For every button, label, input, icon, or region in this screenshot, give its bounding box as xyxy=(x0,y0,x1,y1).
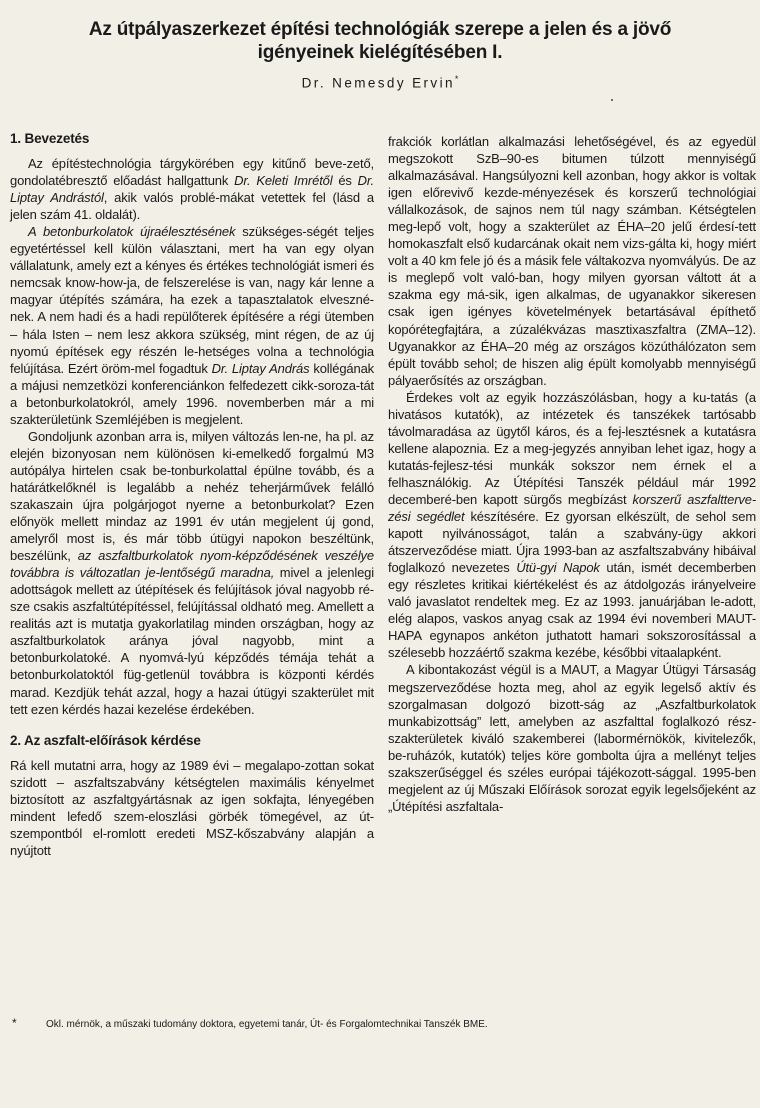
body-paragraph xyxy=(10,155,374,223)
body-paragraph xyxy=(10,428,374,718)
text-run: Érdekes volt az egyik hozzászólásban, hogy a ku-tatás (a hivatásos kutatók), az intézetek és tanszékek tartósabb távolmaradása az ügytől káros, és a fej-lesztésnek a kutatásra kellene alapoznia. Ez a meg-jegyzés annyiban lehet igaz, hogy a kutatás-fejlesz-tési munkák sokszor nem érnek el a felhasználókig. Az Útépítési Tanszék például már 1992 decemberé-ben kapott sürgős megbízást xyxy=(388,389,756,507)
text-run: frakciók korlátlan alkalmazási lehetőségével, és az egyedül megszokott SzB–90-es bitumen túlzott mennyiségű alkalmazásával. Hangsúlyozni kell azonban, hogy akkor is voltak igen előrevivő kezde-ményezések és korszerű technológiai vállalkozások, de sajnos nem túl nagy számban. Kétségtelen meg-lepő volt, hogy a szakterület az ÉHA–20 jelű érdesí-tett homokaszfalt első kudarcának okait nem vizs-gálta ki, hogy miért volt a 40 km fele jó és a másik fele váltakozva nyomvályús. De az is meglepő volt való-ban, hogy milyen gyorsan váltott át a szakma egy má-sik, igen alkalmas, de ugyanakkor sikeresen csak igen igényes követelmények betartásával építhető kopórétegfajtára, a zúzalékvázas masztixaszfaltra (ZMA–12). Ugyanakkor az ÉHA–20 még az országos közúthálózaton sem épült tovább sehol; de hiszen alig épült komolyabb mennyiségű pályaerősítés az országban. xyxy=(388,134,756,388)
text-run: Rá kell mutatni arra, hogy az 1989 évi – megalapo-zottan sokat szidott – aszfaltszabvány kétségtelen maximális kényelmet biztosított az aszfaltgyártásnak az igen sokfajta, lényegében mindent lefedő szem-eloszlási görbék tömegével, az út-szempontból el-romlott eredeti MSZ-kőszabvány alapján a nyújtott xyxy=(10,757,374,858)
body-paragraph xyxy=(10,757,374,859)
article-title-line-2: igényeinek kielégítésében I. xyxy=(257,42,503,63)
text-run: Gondoljunk azonban arra is, milyen változás len-ne, ha pl. az elején bizonyosan nem különösen ki-emelkedő forgalmú M3 autópálya hirtelen csak be-tonburkolattal épülne tovább, és a határátkelőknél is legalább a nehéz teherjárművek felálló szakaszain újra polgárjogot nyerne a betonburkolat? Ezen előnyök mellett mindaz az 1991 év után megjelent új gond, amelyről most is, és már több útügyi napokon beszéltünk, beszélünk, xyxy=(10,428,374,564)
emphasis-text: Útü-gyi Napok xyxy=(516,560,600,576)
footnote-text: Okl. mérnök, a műszaki tudomány doktora, egyetemi tanár, Út- és Forgalomtechnikai Tanszék BME. xyxy=(46,1019,488,1030)
text-run: Az építéstechnológia tárgykörében egy kitűnő beve-zető, gondolatébresztő előadást hallgattunk xyxy=(10,156,374,189)
emphasis-text: A betonburkolatok újraélesztésének xyxy=(28,224,236,240)
body-paragraph xyxy=(388,133,756,389)
text-run: szükséges-ségét teljes egyetértéssel kell külön választani, mert ha van egy olyan vállalatunk, amely ezt a kényes és értékes technológiát ismeri és nemcsak know-how-ja, de felszerelése is van, nagy kár lenne a magyar útépítés számára, ha ezek a tapasztalatok elveszné-nek. A nem hadi és a hadi repülőterek építésére a régi ütemben – hála Isten – nem lesz akkora szükség, mint régen, de az új nyomú építések egy részén le-hetséges volna a technológia felújítása. Ezért öröm-mel fogadtuk xyxy=(10,224,374,376)
body-paragraph xyxy=(388,661,756,814)
body-paragraph xyxy=(388,389,756,662)
author-name: Dr. Nemesdy Ervin xyxy=(301,75,455,91)
body-paragraph xyxy=(10,223,374,428)
scan-speck xyxy=(611,99,613,101)
footnote-mark: * xyxy=(12,1016,17,1030)
article-title-line-1: Az útpályaszerkezet építési technológiák szerepe a jelen és a jövő xyxy=(88,19,672,40)
text-run: után, ismét decemberben egy részletes kritikai kiértékelést és az átdolgozás irányelveire való javaslatot rendeltek meg. Ez az 1993. januárjában le-adott, elég alapos, vaskos anyag csak az 1994 évi novemberi MAUT-HAPA egynapos ankéton juthatott hamari sokszorosítással a szélesebb hozzáértő szakma kezébe, későbbi vitaalapként. xyxy=(388,560,756,661)
section-heading: 2. Az aszfalt-előírások kérdése xyxy=(10,732,201,748)
emphasis-text: korszerű aszfaltterve-zési segédlet xyxy=(388,491,756,525)
left-column xyxy=(10,130,374,859)
right-column xyxy=(388,133,756,815)
text-run: kollégának a májusi nemzetközi konferenciánkon felfedezett cikk-soroza-tát a betonburkolatokról, amely 1996. novemberben már a mi szakterületünk Szemléjében is megjelent. xyxy=(10,360,375,427)
text-run: mivel a jelenlegi adottságok mellett az útépítések és felújítások jóval nagyobb ré-sze csakis aszfaltútépítéssel, felújítással oldható meg. Amellett a realitás azt is mutatja gyakorlatilag minden országban, hogy az aszfaltburkolatok aránya jóval nagyobb, mint a betonburkolatoké. A nyomvá-lyú képződés témája tehát a betonburkolatoktól füg-getlenül továbbra is központi kérdés marad. Kezdjük tehát azzal, hogy a hazai útügyi szakterület mit tett ezen kérdés hazai kezelése érdekében. xyxy=(10,565,374,717)
emphasis-text: Dr. Liptay Andrástól xyxy=(10,173,375,206)
section-heading: 1. Bevezetés xyxy=(10,131,90,146)
text-run: készítésére. Ez gyorsan elkészült, de sehol sem kapott nyilvánosságot, talán a szabvány-ügy akkori átszerveződése miatt. Újra 1993-ban az aszfaltszabvány hibáival foglalkozó nevezetes xyxy=(388,509,757,576)
author-footnote-mark: * xyxy=(454,74,459,84)
footnote xyxy=(12,1017,752,1031)
emphasis-text: Dr. Liptay András xyxy=(211,360,310,376)
emphasis-text: az aszfaltburkolatok nyom-képződésének veszélye továbbra is változatlan je-lentőségű maradna, xyxy=(10,548,374,581)
text-run: A kibontakozást végül is a MAUT, a Magyar Útügyi Társaság megszerveződése hozta meg, ahol az egyik legelső aktív és szorgalmasan dolgozó bizott-ság az „Aszfaltburkolatok munkabizottság” lett, amelyben az aszfalttal foglalkozó rész-szakterületek kiváló szakemberei (labormérnökök, kivitelezők, be-ruházók, kutatók) teljes köre gombolta újra a mellényt teljes szakszerűséggel és széles európai tájékozott-sággal. 1995-ben megjelent az új Műszaki Előírások sorozat egyik legelsőjeként az „Útépítési aszfaltala- xyxy=(388,662,756,814)
text-run: , akik valós problé-mákat vetettek fel (lásd a jelen szám 41. oldalát). xyxy=(10,190,374,223)
article-title xyxy=(30,18,730,64)
text-run: és xyxy=(332,173,358,189)
emphasis-text: Dr. Keleti Imrétől xyxy=(234,173,333,189)
author-line xyxy=(0,74,760,91)
